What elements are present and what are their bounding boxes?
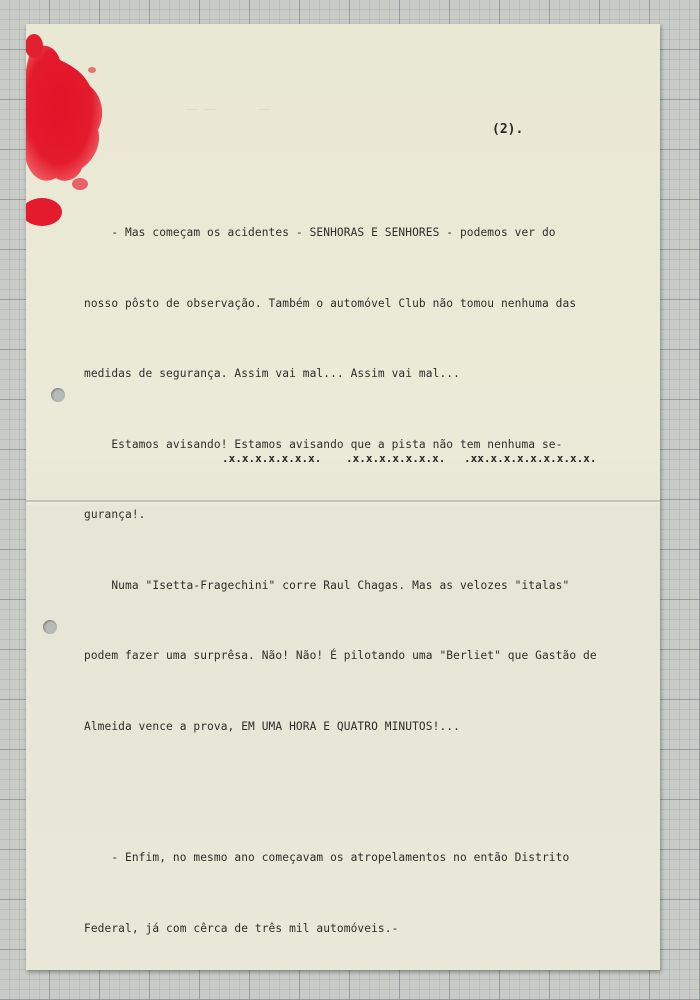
text-line: - Enfim, no mesmo ano começavam os atropelamentos no então Distrito <box>84 851 570 864</box>
text-line: Almeida vence a prova, EM UMA HORA E QUATRO MINUTOS!... <box>84 719 460 733</box>
text-line: gurança!. <box>84 508 146 521</box>
separator-mark: .xx.x.x.x.x.x.x.x.x. <box>464 452 597 465</box>
text-line: nosso pôsto de observação. Também o automóvel Club não tomou nenhuma das <box>84 296 577 310</box>
text-line: medidas de segurança. Assim vai mal... Assim vai mal... <box>84 367 460 380</box>
typewritten-page <box>26 24 660 970</box>
text-line: Numa "Isetta-Fragechini" corre Raul Chagas. Mas as velozes "italas" <box>84 578 570 592</box>
separator-mark: .x.x.x.x.x.x.x. <box>222 452 322 465</box>
paragraph-gap <box>84 785 644 799</box>
text-line: - Mas começam os acidentes - SENHORAS E SENHORES - podemos ver do <box>84 226 556 239</box>
text-line: Estamos avisando! Estamos avisando que a pista não tem nenhuma se- <box>84 437 563 451</box>
text-line: podem fazer uma surprêsa. Não! Não! É pilotando uma "Berliet" que Gastão de <box>84 649 597 662</box>
punch-hole-upper <box>51 388 65 402</box>
show-through-text: —— —— —— <box>186 104 271 115</box>
page-number: (2). <box>492 122 524 137</box>
text-line: Federal, já com cêrca de três mil automóveis.- <box>84 921 399 935</box>
punch-hole-lower <box>43 620 57 634</box>
separator-mark: .x.x.x.x.x.x.x. <box>346 452 446 465</box>
body-text <box>84 174 644 970</box>
